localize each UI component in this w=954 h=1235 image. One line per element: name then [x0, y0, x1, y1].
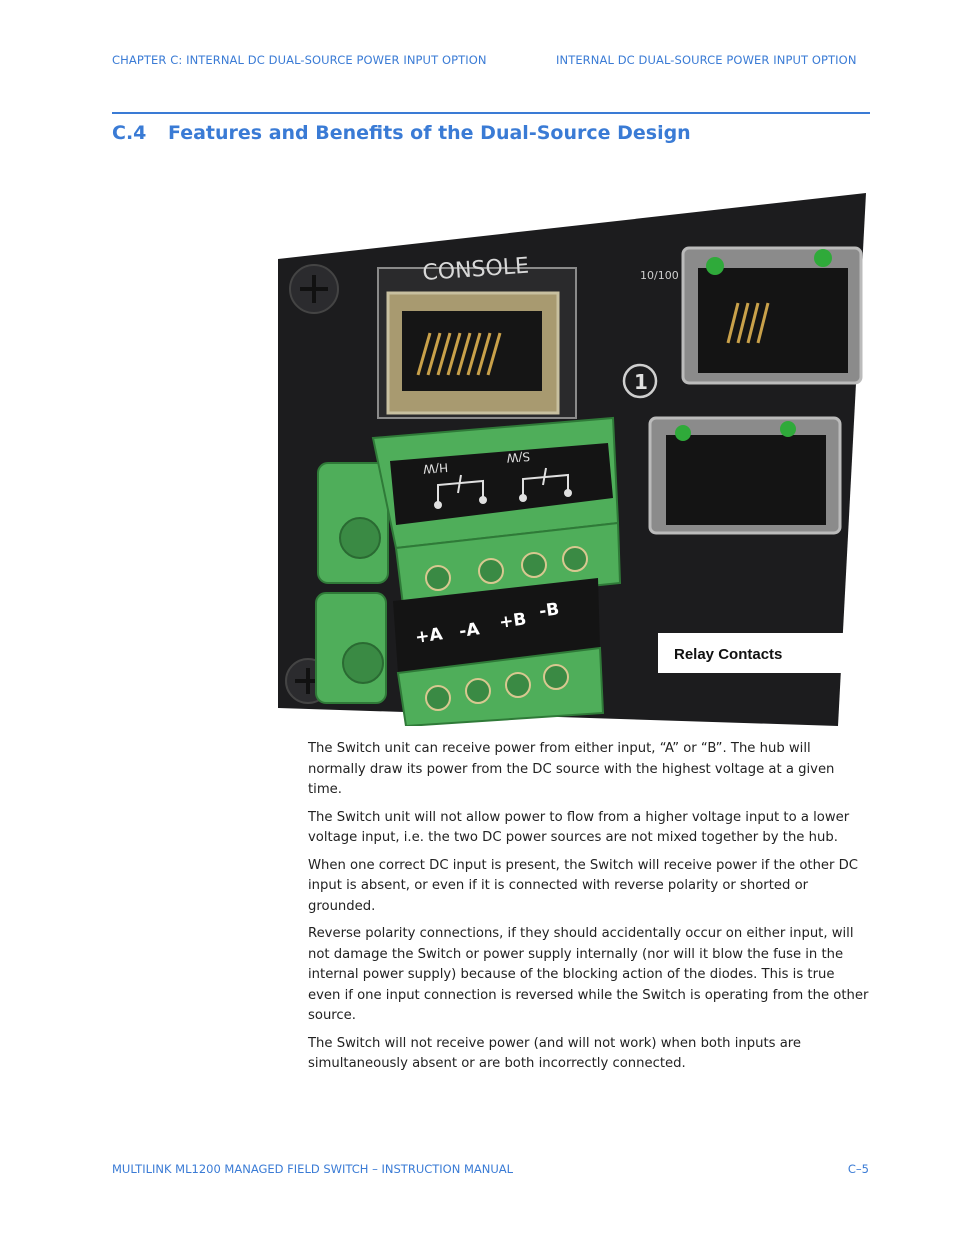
panel-screw-icon	[290, 265, 338, 313]
console-label: CONSOLE	[421, 253, 530, 286]
port-speed-label: 10/100	[640, 269, 679, 282]
paragraph: When one correct DC input is present, the Switch will receive power if the other DC input is absent, or even if it is connected with reverse polarity or shorted or grounded.	[308, 857, 859, 914]
paragraph: The Switch will not receive power (and will not work) when both inputs are simultaneously absent or are both incorrectly connected.	[308, 1035, 802, 1071]
section-number: C.4	[112, 122, 147, 144]
power-terminal-block	[316, 578, 603, 726]
paragraph: Reverse polarity connections, if they should accidentally occur on either input, will not damage the Switch or power supply internally (nor will it blow the fuse in the internal power supply) because of the blocking action of the diodes. This is true even if one input connection is reversed while the Switch is operating from the other source.	[308, 926, 869, 1023]
port-number: 1	[634, 370, 648, 394]
relay-label-hw: H/W	[422, 460, 449, 477]
terminal-label-minus-a: -A	[457, 619, 481, 642]
relay-label-sw: S/W	[506, 449, 531, 465]
paragraph: The Switch unit will not allow power to flow from a higher voltage input to a lower voltage input, i.e. the two DC power sources are not mixed together by the hub.	[308, 809, 850, 845]
body-text	[308, 739, 870, 1082]
running-header-section: INTERNAL DC DUAL-SOURCE POWER INPUT OPTION	[556, 53, 857, 67]
page-number: C–5	[847, 1162, 869, 1176]
section-title: Features and Benefits of the Dual-Source Design	[168, 122, 691, 144]
terminal-label-minus-b: -B	[537, 599, 561, 622]
footer-manual-title: MULTILINK ML1200 MANAGED FIELD SWITCH – INSTRUCTION MANUAL	[112, 1162, 514, 1176]
paragraph: The Switch unit can receive power from either input, “A” or “B”. The hub will normally draw its power from the DC source with the highest voltage at a given time.	[308, 741, 835, 797]
figure-caption: Relay Contacts	[674, 646, 783, 663]
terminal-label-plus-b: +B	[497, 609, 528, 633]
running-header-chapter: CHAPTER C: INTERNAL DC DUAL-SOURCE POWER INPUT OPTION	[112, 53, 487, 67]
header-rule	[112, 112, 870, 114]
terminal-label-plus-a: +A	[413, 624, 444, 648]
